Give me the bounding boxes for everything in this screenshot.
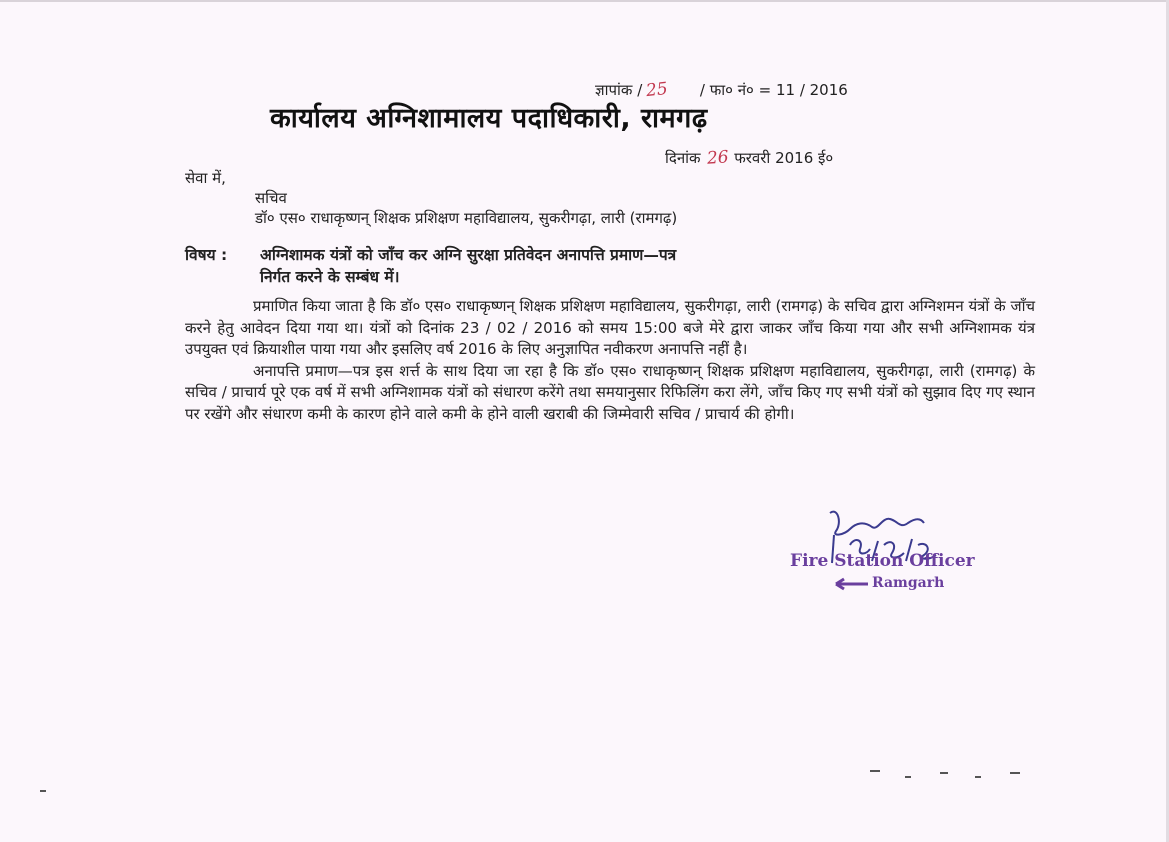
date-suffix: फरवरी 2016 ई०: [734, 149, 834, 167]
subject-label: विषय :: [185, 246, 228, 264]
arrow-icon: [830, 577, 870, 591]
memo-handwritten-number: 25: [645, 78, 669, 102]
file-number: / फा० नं० = 11 / 2016: [699, 81, 848, 99]
letter-date: [665, 148, 833, 168]
letter-body: [185, 296, 1035, 425]
memo-reference: [595, 80, 848, 100]
date-handwritten-day: 26: [705, 147, 729, 169]
office-heading: कार्यालय अग्निशामालय पदाधिकारी, रामगढ़: [270, 103, 708, 134]
officer-stamp: [790, 505, 1070, 605]
stamp-location: Ramgarh: [872, 575, 945, 591]
salutation: सेवा में,: [185, 169, 226, 187]
stamp-title: Fire Station Officer: [790, 551, 975, 571]
body-paragraph: अनापत्ति प्रमाण—पत्र इस शर्त्त के साथ दिया जा रहा है कि डॉ० एस० राधाकृष्णन् शिक्षक प्रशिक्षण महाविद्यालय, सुकरीगढ़ा, लारी (रामगढ़) के सचिव / प्राचार्य पूरे एक वर्ष में सभी अग्निशामक यंत्रों को संधारण करेंगे तथा समयानुसार रिफिलिंग करा लेंगे, जाँच किए गए सभी यंत्रों को सुझाव दिए गए स्थान पर रखेंगे और संधारण कमी के कारण होने वाले कमी के होने वाली खराबी की जिम्मेवारी सचिव / प्राचार्य की होगी।: [185, 361, 1035, 423]
date-prefix: दिनांक: [665, 149, 701, 167]
addressee-title: सचिव: [255, 189, 287, 207]
addressee-organization: डॉ० एस० राधाकृष्णन् शिक्षक प्रशिक्षण महाविद्यालय, सुकरीगढ़ा, लारी (रामगढ़): [255, 209, 678, 227]
body-paragraph: प्रमाणित किया जाता है कि डॉ० एस० राधाकृष्णन् शिक्षक प्रशिक्षण महाविद्यालय, सुकरीगढ़ा, लारी (रामगढ़) के सचिव द्वारा अग्निशमन यंत्रों के जाँच करने हेतु आवेदन दिया गया था। यंत्रों को दिनांक 23 / 02 / 2016 को समय 15:00 बजे मेरे द्वारा जाकर जाँच किया गया और सभी अग्निशामक यंत्र उपयुक्त एवं क्रियाशील पाया गया और इसलिए वर्ष 2016 के लिए अनुज्ञापित नवीकरण अनापत्ति नहीं है।: [185, 297, 1035, 358]
scan-edge-top: [0, 0, 1169, 2]
subject-line-2: निर्गत करने के सम्बंध में।: [260, 268, 400, 286]
subject-line-1: अग्निशामक यंत्रों को जाँच कर अग्नि सुरक्षा प्रतिवेदन अनापत्ति प्रमाण—पत्र: [260, 246, 677, 264]
subject-block: [185, 244, 1035, 288]
memo-prefix: ज्ञापांक /: [595, 81, 643, 99]
